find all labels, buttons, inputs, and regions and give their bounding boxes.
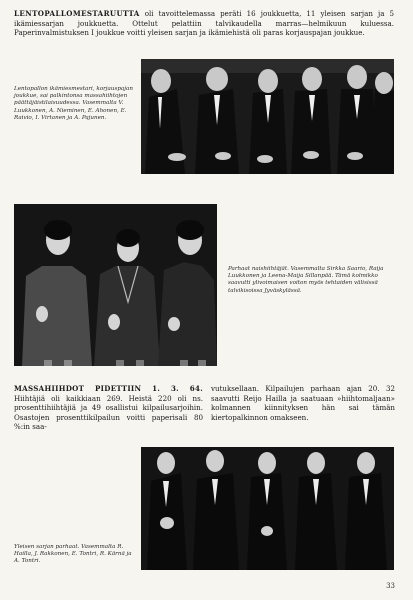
top-paragraph-text: oli tavoittelemassa peräti 16 joukkuetta, 11 yleisen sarjan ja 5 ikämiessarjan joukkuetta. Ottelut pelattiin talvikaudella marras—helmikuun kuluessa. Paperinvalmistuksen I joukkue voitti yleisen sarjan ja ikämiehistä oli paras korjauspajan joukkue. [14, 9, 394, 38]
photo-volleyball-team [141, 59, 394, 174]
top-paragraph [14, 9, 394, 38]
bottom-paragraph-left-text: Hiihtäjiä oli kaikkiaan 269. Heistä 220 oli ns. prosenttihiihtäjiä ja 49 osallistui kilpailusarjoihin. Osastojen prosenttikilpailun voitti paperisali 80 %:in saa- [14, 393, 203, 432]
photo-3-caption: Yleisen sarjan parhaat. Vasemmalta R. Hailla, J. Rakkonen, E. Tontri, R. Kärnä ja A. Tontri. [14, 544, 132, 565]
top-paragraph-lead: LENTOPALLOMESTARUUTTA [14, 9, 140, 18]
photo-women-skiers [14, 204, 217, 366]
photo-general-series-winners [141, 447, 394, 570]
bottom-paragraph-right-column: vutuksellaan. Kilpailujen parhaan ajan 20. 32 saavutti Reijo Hailla ja saatuaan »hiihtomaljaan» kolmannen kiinnityksen hän sai tämän kiertopalkinnon omakseen. [211, 384, 395, 422]
bottom-paragraph-left-column [14, 384, 203, 432]
photo-2-caption: Parhaat naishiihtäjät. Vasemmalta Sirkka Saario, Raija Luukkonen ja Leena-Maija Sillanpää. Tämä kolmikko saavutti ylivoimaisen voiton myös tehtaiden välisissä talvikisoissa Jyväskylässä. [228, 266, 384, 294]
page-number: 33 [386, 582, 395, 590]
bottom-paragraph-lead: MASSAHIIHDOT PIDETTIIN 1. 3. 64. [14, 384, 203, 393]
photo-1-caption: Lentopallon ikämiesmestari, korjauspajan joukkue, sai palkintonsa massahiihtojen päättäjäistilaisuudessa. Vasemmalta V. Luukkonen, A. Nieminen, E. Ahonen, E. Raivio, I. Virtanen ja A. Pajunen. [14, 86, 133, 121]
